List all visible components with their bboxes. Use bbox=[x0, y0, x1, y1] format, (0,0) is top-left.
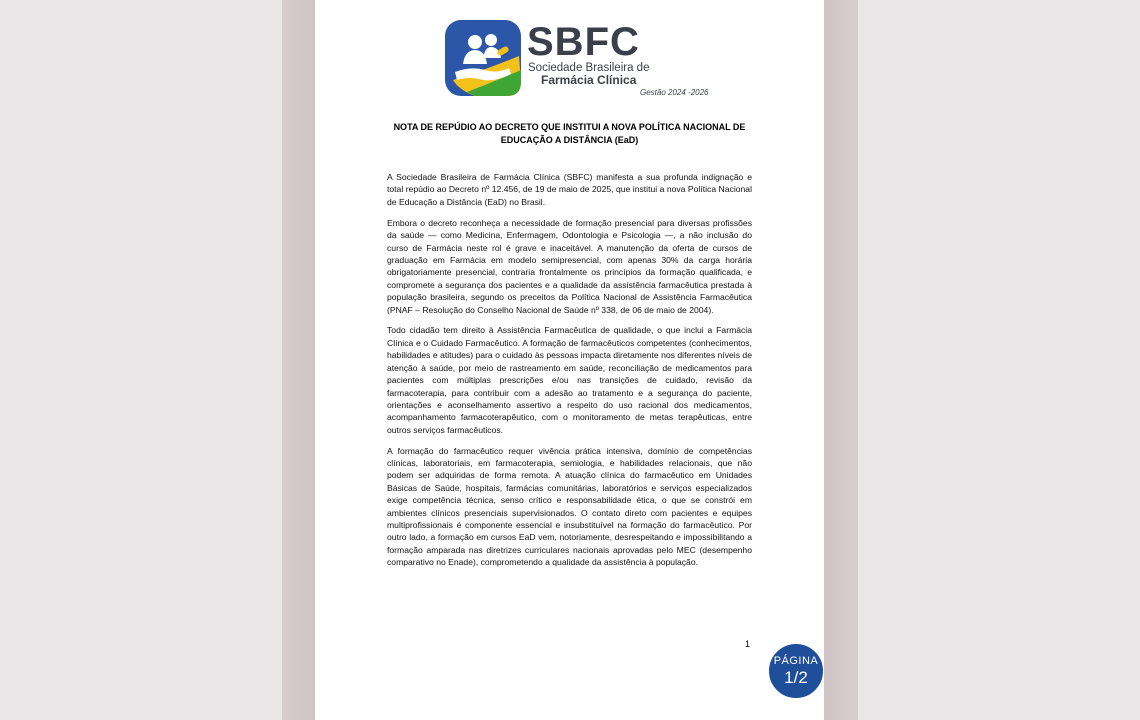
logo-line2: Farmácia Clínica bbox=[541, 73, 637, 87]
frame-left bbox=[282, 0, 315, 720]
background-right bbox=[858, 0, 1140, 720]
sbfc-logo bbox=[445, 20, 709, 102]
frame-right bbox=[824, 0, 858, 720]
paragraph-4: A formação do farmacêutico requer vivência prática intensiva, domínio de competências clínicas, laboratoriais, em farmacoterapia, semiologia, e habilidades relacionais, que não podem ser adquiridas de forma remota. A atuação clínica do farmacêutico em Unidades Básicas de Saúde, hospitais, farmácias comunitárias, laboratórios e serviços especializados exige competência técnica, senso crítico e responsabilidade ética, o que se constrói em ambientes clínicos presenciais supervisionados. O contato direto com pacientes e equipes multiprofissionais é componente essencial e insubstituível na formação do farmacêutico. Por outro lado, a formação em cursos EaD vem, notoriamente, desrespeitando e impossibilitando a formação amparada nas diretrizes curriculares nacionais aprovadas pelo MEC (desempenho comparativo no Enade), comprometendo a qualidade da assistência à população. bbox=[387, 445, 752, 568]
background-left bbox=[0, 0, 282, 720]
page-badge-label: PÁGINA bbox=[773, 655, 819, 667]
document-title: NOTA DE REPÚDIO AO DECRETO QUE INSTITUI A NOVA POLÍTICA NACIONAL DE EDUCAÇÃO A DISTÂNCIA (EaD) bbox=[393, 122, 746, 145]
page-badge bbox=[768, 643, 824, 699]
paragraph-2: Embora o decreto reconheça a necessidade de formação presencial para diversas profissões da saúde — como Medicina, Enfermagem, Odontologia e Psicologia —, a não inclusão do curso de Farmácia neste rol é grave e inaceitável. A manutenção da oferta de cursos de graduação em Farmácia em modelo semipresencial, com apenas 30% da carga horária obrigatoriamente presencial, contraria frontalmente os princípios da formação qualificada, e compromete a segurança dos pacientes e a qualidade da assistência farmacêutica prestada à população brasileira, segundo os preceitos da Política Nacional de Assistência Farmacêutica (PNAF – Resolução do Conselho Nacional de Saúde nº 338, de 06 de maio de 2004). bbox=[387, 217, 752, 315]
page-number: 1 bbox=[745, 639, 751, 649]
document-page bbox=[315, 0, 824, 720]
logo-line1: Sociedade Brasileira de bbox=[528, 62, 650, 74]
paragraph-1: A Sociedade Brasileira de Farmácia Clínica (SBFC) manifesta a sua profunda indignação e total repúdio ao Decreto nº 12.456, de 19 de maio de 2025, que institui a nova Política Nacional de Educação a Distância (EaD) no Brasil. bbox=[387, 172, 752, 207]
paragraph-3: Todo cidadão tem direito à Assistência Farmacêutica de qualidade, o que inclui a Farmácia Clínica e o Cuidado Farmacêutico. A formação de farmacêuticos competentes (conhecimentos, habilidades e atitudes) para o cuidado às pessoas impacta diretamente nos diferentes níveis de atenção à saúde, por meio de rastreamento em saúde, reconciliação de medicamentos para pacientes com múltiplas prescrições e/ou nas transições de cuidado, revisão da farmacoterapia, para contribuir com a adesão ao tratamento e a segurança do paciente, orientações e aconselhamento assertivo a respeito do uso racional dos medicamentos, acompanhamento farmacoterapêutico, com o monitoramento de metas terapêuticas, entre outros serviços farmacêuticos. bbox=[387, 325, 752, 435]
page-badge-value: 1/2 bbox=[784, 668, 808, 687]
document-body bbox=[387, 171, 752, 577]
logo-acronym: SBFC bbox=[527, 20, 640, 64]
sbfc-logo-mark-icon bbox=[445, 20, 523, 98]
logo-term: Gestão 2024 -2026 bbox=[640, 88, 709, 97]
